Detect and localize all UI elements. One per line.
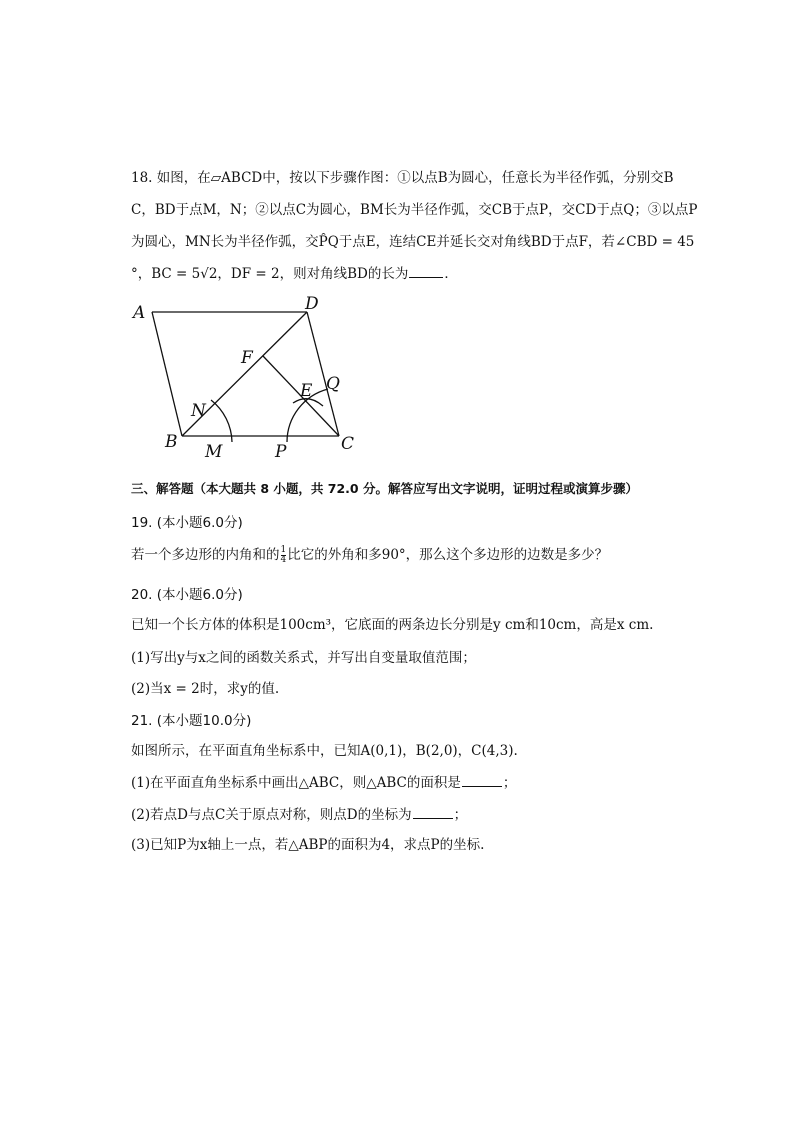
q21-line-1: 如图所示，在平面直角坐标系中，已知A(0,1)，B(2,0)，C(4,3). xyxy=(131,743,518,759)
label-E: E xyxy=(300,381,313,401)
label-Q: Q xyxy=(326,374,340,394)
q19-text-b: 比它的外角和多90°，那么这个多边形的边数是多少？ xyxy=(287,547,609,563)
label-P: P xyxy=(275,442,287,462)
label-C: C xyxy=(341,434,355,454)
q18-line-4-text: °，BC = 5√2，DF = 2，则对角线BD的长为 xyxy=(131,266,409,282)
answer-blank xyxy=(413,806,453,819)
section-3-heading: 三、解答题（本大题共 8 小题，共 72.0 分。解答应写出文字说明，证明过程或演算步骤） xyxy=(131,481,638,496)
q18-line-1: 18. 如图，在▱ABCD中，按以下步骤作图：①以点B为圆心，任意长为半径作弧，分别交B xyxy=(131,170,674,186)
q21-line-4: (3)已知P为x轴上一点，若△ABP的面积为4，求点P的坐标. xyxy=(131,837,485,853)
q19-text-a: 若一个多边形的内角和的 xyxy=(131,547,280,563)
q18-line-4-end: ． xyxy=(444,266,458,282)
q20-line-1: 已知一个长方体的体积是100cm³，它底面的两条边长分别是y cm和10cm，高是x cm. xyxy=(131,617,654,633)
label-A: A xyxy=(133,303,146,323)
q20-line-3: (2)当x = 2时，求y的值. xyxy=(131,681,280,697)
q18-line-3: 为圆心，MN长为半径作弧，交P̂Q于点E，连结CE并延长交对角线BD于点F，若∠CBD = 45 xyxy=(131,234,695,250)
parallelogram-figure xyxy=(125,290,365,465)
q21-line-3-text: (2)若点D与点C关于原点对称，则点D的坐标为 xyxy=(131,807,412,823)
answer-blank xyxy=(409,265,443,278)
fraction-denominator: 4 xyxy=(280,555,287,565)
label-F: F xyxy=(241,348,253,368)
q20-header: 20. (本小题6.0分) xyxy=(131,587,243,603)
q21-line-2-text: (1)在平面直角坐标系中画出△ABC，则△ABC的面积是 xyxy=(131,775,461,791)
q19-header: 19. (本小题6.0分) xyxy=(131,515,243,531)
q21-line-2 xyxy=(131,771,516,791)
q21-line-3 xyxy=(131,803,467,823)
q19-text xyxy=(131,543,608,565)
q18-line-2: C，BD于点M，N；②以点C为圆心，BM长为半径作弧，交CB于点P，交CD于点Q；③以点P xyxy=(131,202,698,218)
q21-header: 21. (本小题10.0分) xyxy=(131,713,252,729)
label-D: D xyxy=(305,294,319,314)
q21-line-2-end: ； xyxy=(502,775,517,791)
q20-line-2: (1)写出y与x之间的函数关系式，并写出自变量取值范围； xyxy=(131,650,476,666)
q18-line-4 xyxy=(131,262,458,282)
fraction-numerator: 1 xyxy=(280,545,287,555)
label-M: M xyxy=(205,442,223,462)
side-ab xyxy=(152,312,182,436)
label-B: B xyxy=(165,432,178,452)
fraction-one-quarter xyxy=(281,546,287,565)
q21-line-3-end: ； xyxy=(453,807,468,823)
label-N: N xyxy=(191,401,206,421)
answer-blank xyxy=(462,774,502,787)
